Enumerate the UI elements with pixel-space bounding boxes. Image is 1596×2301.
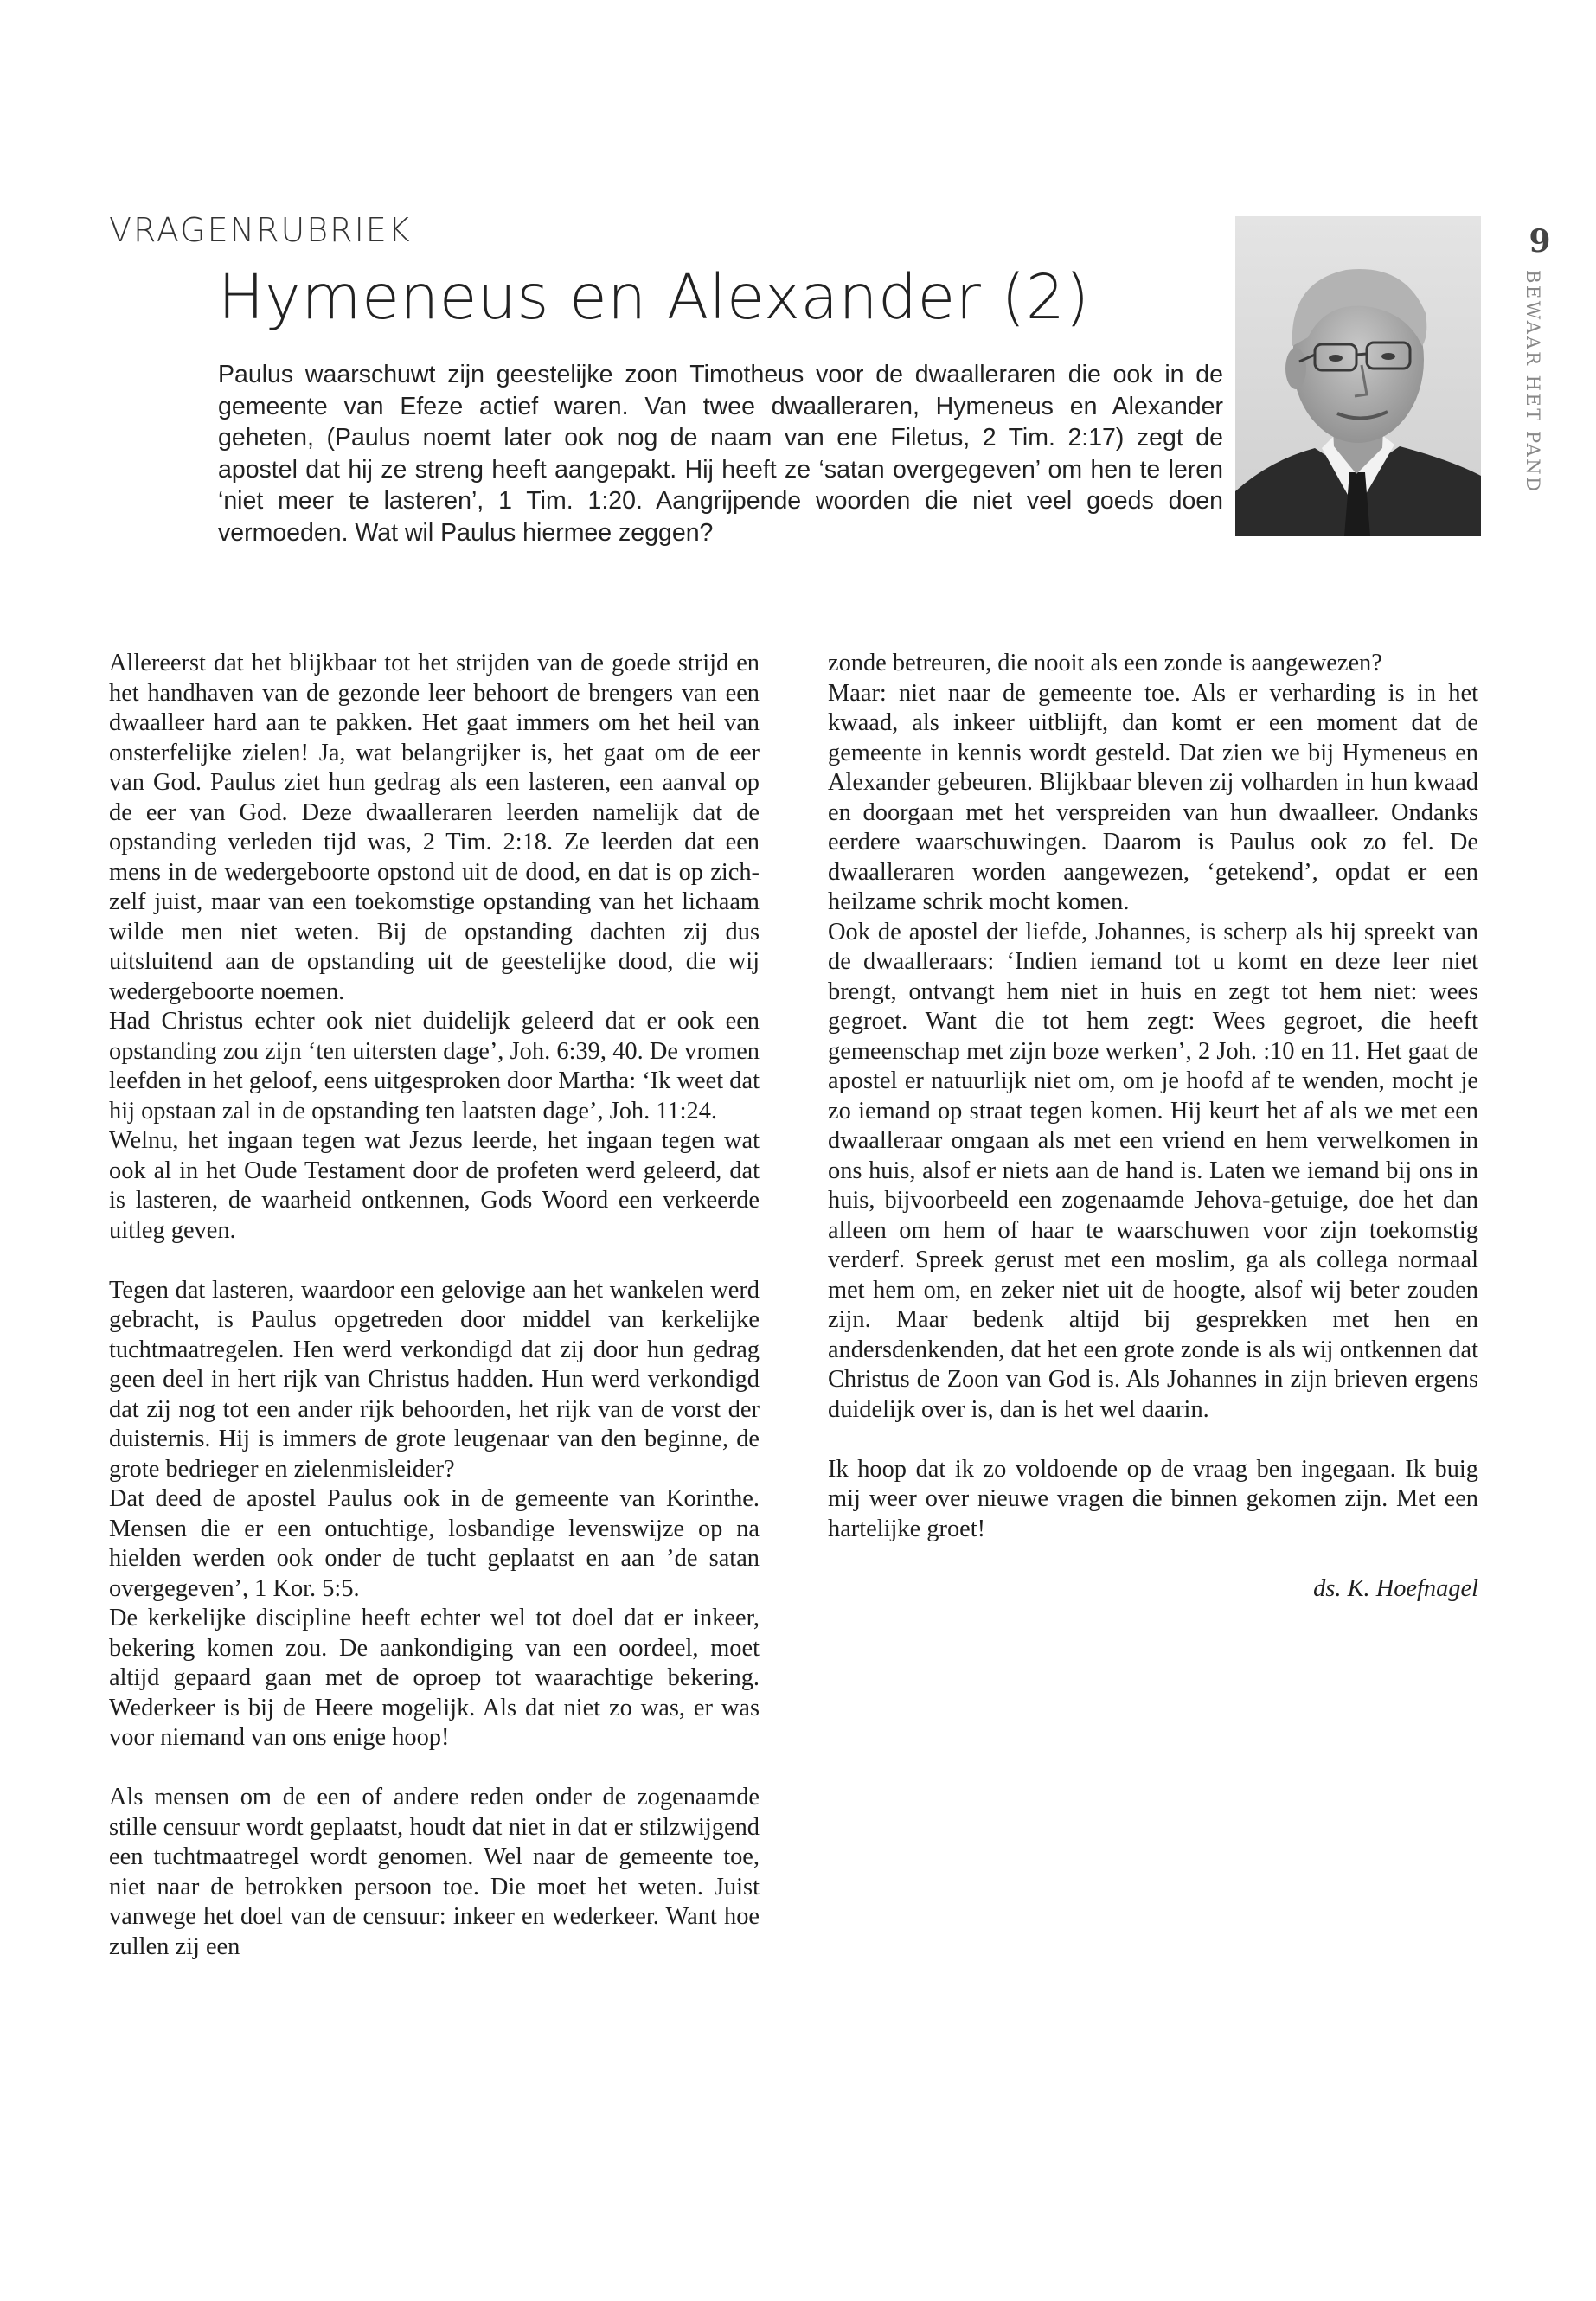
page-number: 9 [1529,223,1551,260]
author-portrait-illustration [1235,216,1481,536]
section-label: VRAGENRUBRIEK [109,211,412,249]
author-portrait [1235,216,1481,536]
body-paragraph: Tegen dat lasteren, waardoor een gelovige aan het wankelen werd gebracht, is Paulus opgetreden door middel van kerkelijke tuchtmaatregelen. Hen werd verkondigd dat zij door hun gedrag geen deel in hert rijk van Christus hadden. Hun werd verkondigd dat zij nog tot een ander rijk behoorden, het rijk van de vorst der duisternis. Hij is immers de grote leugenaar van den beginne, de grote bedrieger en zielenmisleider? [109,1276,760,1483]
body-paragraph: Allereerst dat het blijkbaar tot het strijden van de goede strijd en het handhaven van de gezonde leer behoort de brengers van een dwaalleer hard aan te pakken. Het gaat immers om het heil van onsterfelijke zielen! Ja, wat belangrijker is, het gaat om de eer van God. Paulus ziet hun gedrag als een lasteren, een aanval op de eer van God. Deze dwaalleraren leerden namelijk dat de opstanding verleden tijd was, 2 Tim. 2:18. Ze leerden dat een mens in de wedergeboorte opstond uit de dood, en dat is op zichzelf juist, maar van een toekomstige opstanding van het lichaam wilde men niet weten. Bij de opstanding dachten zij dus uitsluitend aan de opstanding uit de geestelijke dood, die wij wedergeboorte noemen. [109,650,760,1005]
right-column [828,649,1478,1604]
body-paragraph: Had Christus echter ook niet duidelijk geleerd dat er ook een opstanding zou zijn ‘ten uitersten dage’, Joh. 6:39, 40. De vromen leefden in het geloof, eens uitgesproken door Martha: ‘Ik weet dat hij opstaan zal in de opstanding ten laatsten dage’, Joh. 11:24. [109,1008,760,1125]
left-column [109,649,760,1962]
running-head: BEWAAR HET PAND [1522,270,1543,494]
body-paragraph: Dat deed de apostel Paulus ook in de gemeente van Korinthe. Mensen die er een ontuchtige, losbandige levenswijze op na hielden werden ook onder de tucht geplaatst en aan ’de satan overgegeven’, 1 Kor. 5:5. [109,1485,760,1602]
body-paragraph: Ik hoop dat ik zo voldoende op de vraag ben ingegaan. Ik buig mij weer over nieuwe vragen die binnen gekomen zijn. Met een hartelijke groet! [828,1455,1478,1542]
body-paragraph: Maar: niet naar de gemeente toe. Als er verharding is in het kwaad, als inkeer uitblijft, dan komt er een moment dat de gemeente in kennis wordt gesteld. Dat zien we bij Hymeneus en Alexander gebeuren. Blijkbaar bleven zij volharden in hun kwaad en doorgaan met het verspreiden van hun dwaalleer. Ondanks eerdere waarschuwingen. Daarom is Paulus ook zo fel. De dwaalleraren worden aangewezen, ‘getekend’, opdat er een heilzame schrik mocht komen. [828,679,1478,915]
body-paragraph: zonde betreuren, die nooit als een zonde is aangewezen? [828,650,1382,676]
body-paragraph: De kerkelijke discipline heeft echter wel tot doel dat er inkeer, bekering komen zou. De aankondiging van een oordeel, moet altijd gepaard gaan met de oproep tot waarachtige bekering. Wederkeer is bij de Heere mogelijk. Als dat niet zo was, er was voor niemand van ons enige hoop! [109,1605,760,1751]
article-title: Hymeneus en Alexander (2) [218,261,1090,333]
intro-paragraph: Paulus waarschuwt zijn geestelijke zoon Timotheus voor de dwaalleraren die ook in de gemeente van Efeze actief waren. Van twee dwaalleraren, Hymeneus en Alexander geheten, (Paulus noemt later ook nog de naam van ene Filetus, 2 Tim. 2:17) zegt de apostel dat hij ze streng heeft aangepakt. Hij heeft ze ‘satan overgegeven’ om hen te leren ‘niet meer te lasteren’, 1 Tim. 1:20. Aangrijpende woorden die niet veel goeds doen vermoeden. Wat wil Paulus hiermee zeggen? [218,361,1223,547]
body-paragraph: Als mensen om de een of andere reden onder de zogenaamde stille censuur wordt geplaatst, houdt dat niet in dat er stilzwijgend een tuchtmaatregel wordt genomen. Wel naar de gemeente toe, niet naar de betrokken persoon toe. Die moet het weten. Juist vanwege het doel van de censuur: inkeer en wederkeer. Want hoe zullen zij een [109,1784,760,1960]
article-intro [218,359,1223,548]
body-paragraph: Ook de apostel der liefde, Johannes, is scherp als hij spreekt van de dwaalleraars: ‘Indien iemand tot u komt en deze leer niet brengt, ontvangt hem niet in huis en zegt tot hem niet: wees gegroet. Want die tot hem zegt: Wees gegroet, die heeft gemeenschap met zijn boze werken’, 2 Joh. :10 en 11. Het gaat de apostel er natuurlijk niet om, om je hoofd af te wenden, mocht je zo iemand op straat tegen komen. Hij keurt het af als we met een dwaalleraar omgaan als met een vriend en hem verwelkomen in ons huis, alsof er niets aan de hand is. Laten we iemand bij ons in huis, bijvoorbeeld een zogenaamde Jehova-getuige, doe het dan alleen om hem of haar te waarschuwen voor zijn toekomstig verderf. Spreek gerust met een moslim, ga als collega normaal met hem om, en zeker niet uit de hoogte, alsof wij beter zouden zijn. Maar bedenk altijd bij gesprekken met hen en andersdenkenden, dat het een grote zonde is als wij ontkennen dat Christus de Zoon van God is. Als Johannes in zijn brieven ergens duidelijk over is, dan is het wel daarin. [828,918,1478,1423]
author-signature: ds. K. Hoefnagel [1313,1574,1478,1602]
body-paragraph: Welnu, het ingaan tegen wat Jezus leerde, het ingaan tegen wat ook al in het Oude Testament door de profeten werd geleerd, dat is lasteren, de waarheid ontkennen, Gods Woord een verkeerde uitleg geven. [109,1127,760,1244]
